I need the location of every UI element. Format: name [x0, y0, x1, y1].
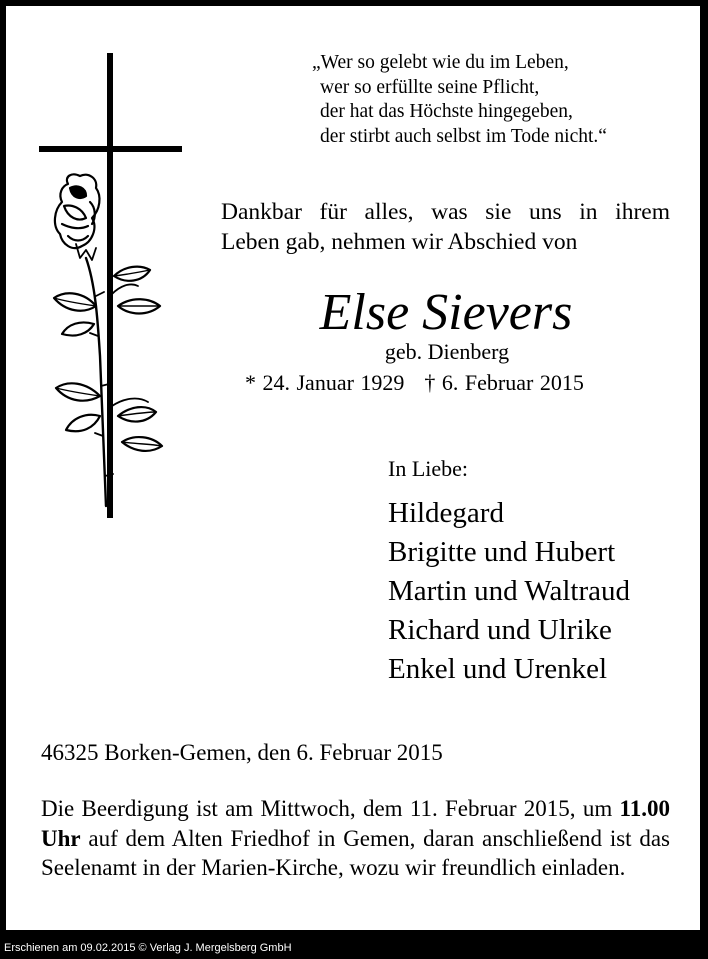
cross-with-rose — [6, 6, 206, 536]
place-date: 46325 Borken-Gemen, den 6. Februar 2015 — [41, 740, 443, 765]
deceased-name: Else Sievers — [319, 284, 573, 341]
quote-line: der stirbt auch selbst im Tode nicht.“ — [320, 125, 607, 147]
funeral-time: 11.00 Uhr — [41, 796, 670, 851]
mourner-name: Hildegard — [388, 497, 504, 529]
life-dates — [245, 369, 584, 397]
funeral-text-2: auf dem Alten Friedhof in Gemen, daran anschließend ist das Seelenamt in der Marien-Kirche, wozu wir freundlich einladen. — [41, 825, 671, 880]
maiden-name: geb. Dienberg — [384, 339, 510, 364]
intro-line: Dankbar für alles, was sie uns in ihrem — [221, 199, 670, 225]
quote-line: der hat das Höchste hingegeben, — [320, 101, 573, 122]
funeral-text-1: Die Beerdigung ist am Mittwoch, dem 11. Februar 2015, um — [41, 796, 613, 821]
death-date: † 6. Februar 2015 — [424, 370, 584, 395]
obituary-card — [6, 6, 700, 930]
mourner-name: Martin und Waltraud — [388, 575, 630, 607]
intro-line: Leben gab, nehmen wir Abschied von — [221, 229, 578, 255]
funeral-notice — [41, 794, 670, 883]
mourners-list — [388, 494, 630, 689]
mourners-label: In Liebe: — [388, 456, 469, 481]
mourner-name: Richard und Ulrike — [388, 614, 612, 646]
quote-block — [312, 51, 607, 149]
quote-line: „Wer so gelebt wie du im Leben, — [312, 52, 569, 73]
quote-line: wer so erfüllte seine Pflicht, — [320, 76, 540, 98]
mourner-name: Enkel und Urenkel — [388, 653, 608, 685]
publication-footer: Erschienen am 09.02.2015 © Verlag J. Mergelsberg GmbH — [4, 942, 292, 954]
mourner-name: Brigitte und Hubert — [388, 536, 616, 568]
intro-text — [221, 197, 670, 257]
birth-date: * 24. Januar 1929 — [245, 370, 405, 395]
